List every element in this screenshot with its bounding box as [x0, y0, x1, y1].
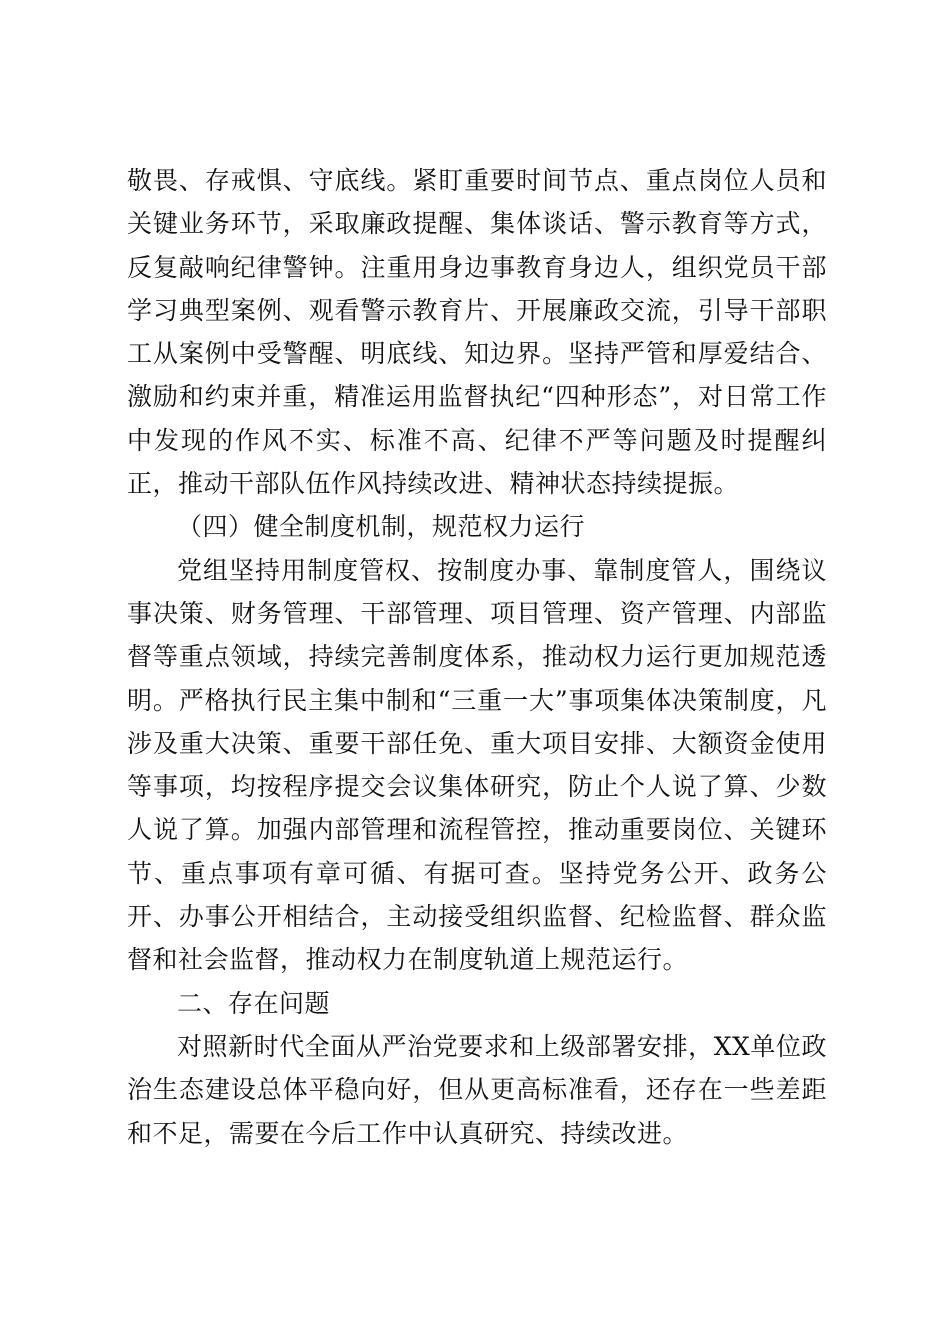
paragraph-continuation: 敬畏、存戒惧、守底线。紧盯重要时间节点、重点岗位人员和关键业务环节，采取廉政提醒、集体谈话、警示教育等方式，反复敲响纪律警钟。注重用身边事教育身边人，组织党员干部学习典型案例、观看警示教育片、开展廉政交流，引导干部职工从案例中受警醒、明底线、知边界。坚持严管和厚爱结合、激励和约束并重，精准运用监督执纪“四种形态”，对日常工作中发现的作风不实、标准不高、纪律不严等问题及时提醒纠正，推动干部队伍作风持续改进、精神状态持续提振。	[127, 166, 827, 499]
section-heading-problems: 二、存在问题	[177, 988, 331, 1018]
section-heading-4: （四）健全制度机制，规范权力运行	[177, 512, 586, 542]
paragraph-problems-intro: 对照新时代全面从严治党要求和上级部署安排，XX单位政治生态建设总体平稳向好，但从更高标准看，还存在一些差距和不足，需要在今后工作中认真研究、持续改进。	[127, 1031, 827, 1148]
paragraph-system-mechanism: 党组坚持用制度管权、按制度办事、靠制度管人，围绕议事决策、财务管理、干部管理、项目管理、资产管理、内部监督等重点领域，持续完善制度体系，推动权力运行更加规范透明。严格执行民主集中制和“三重一大”事项集体决策制度，凡涉及重大决策、重要干部任免、重大项目安排、大额资金使用等事项，均按程序提交会议集体研究，防止个人说了算、少数人说了算。加强内部管理和流程管控，推动重要岗位、关键环节、重点事项有章可循、有据可查。坚持党务公开、政务公开、办事公开相结合，主动接受组织监督、纪检监督、群众监督和社会监督，推动权力在制度轨道上规范运行。	[127, 555, 827, 975]
document-body	[127, 159, 827, 1155]
